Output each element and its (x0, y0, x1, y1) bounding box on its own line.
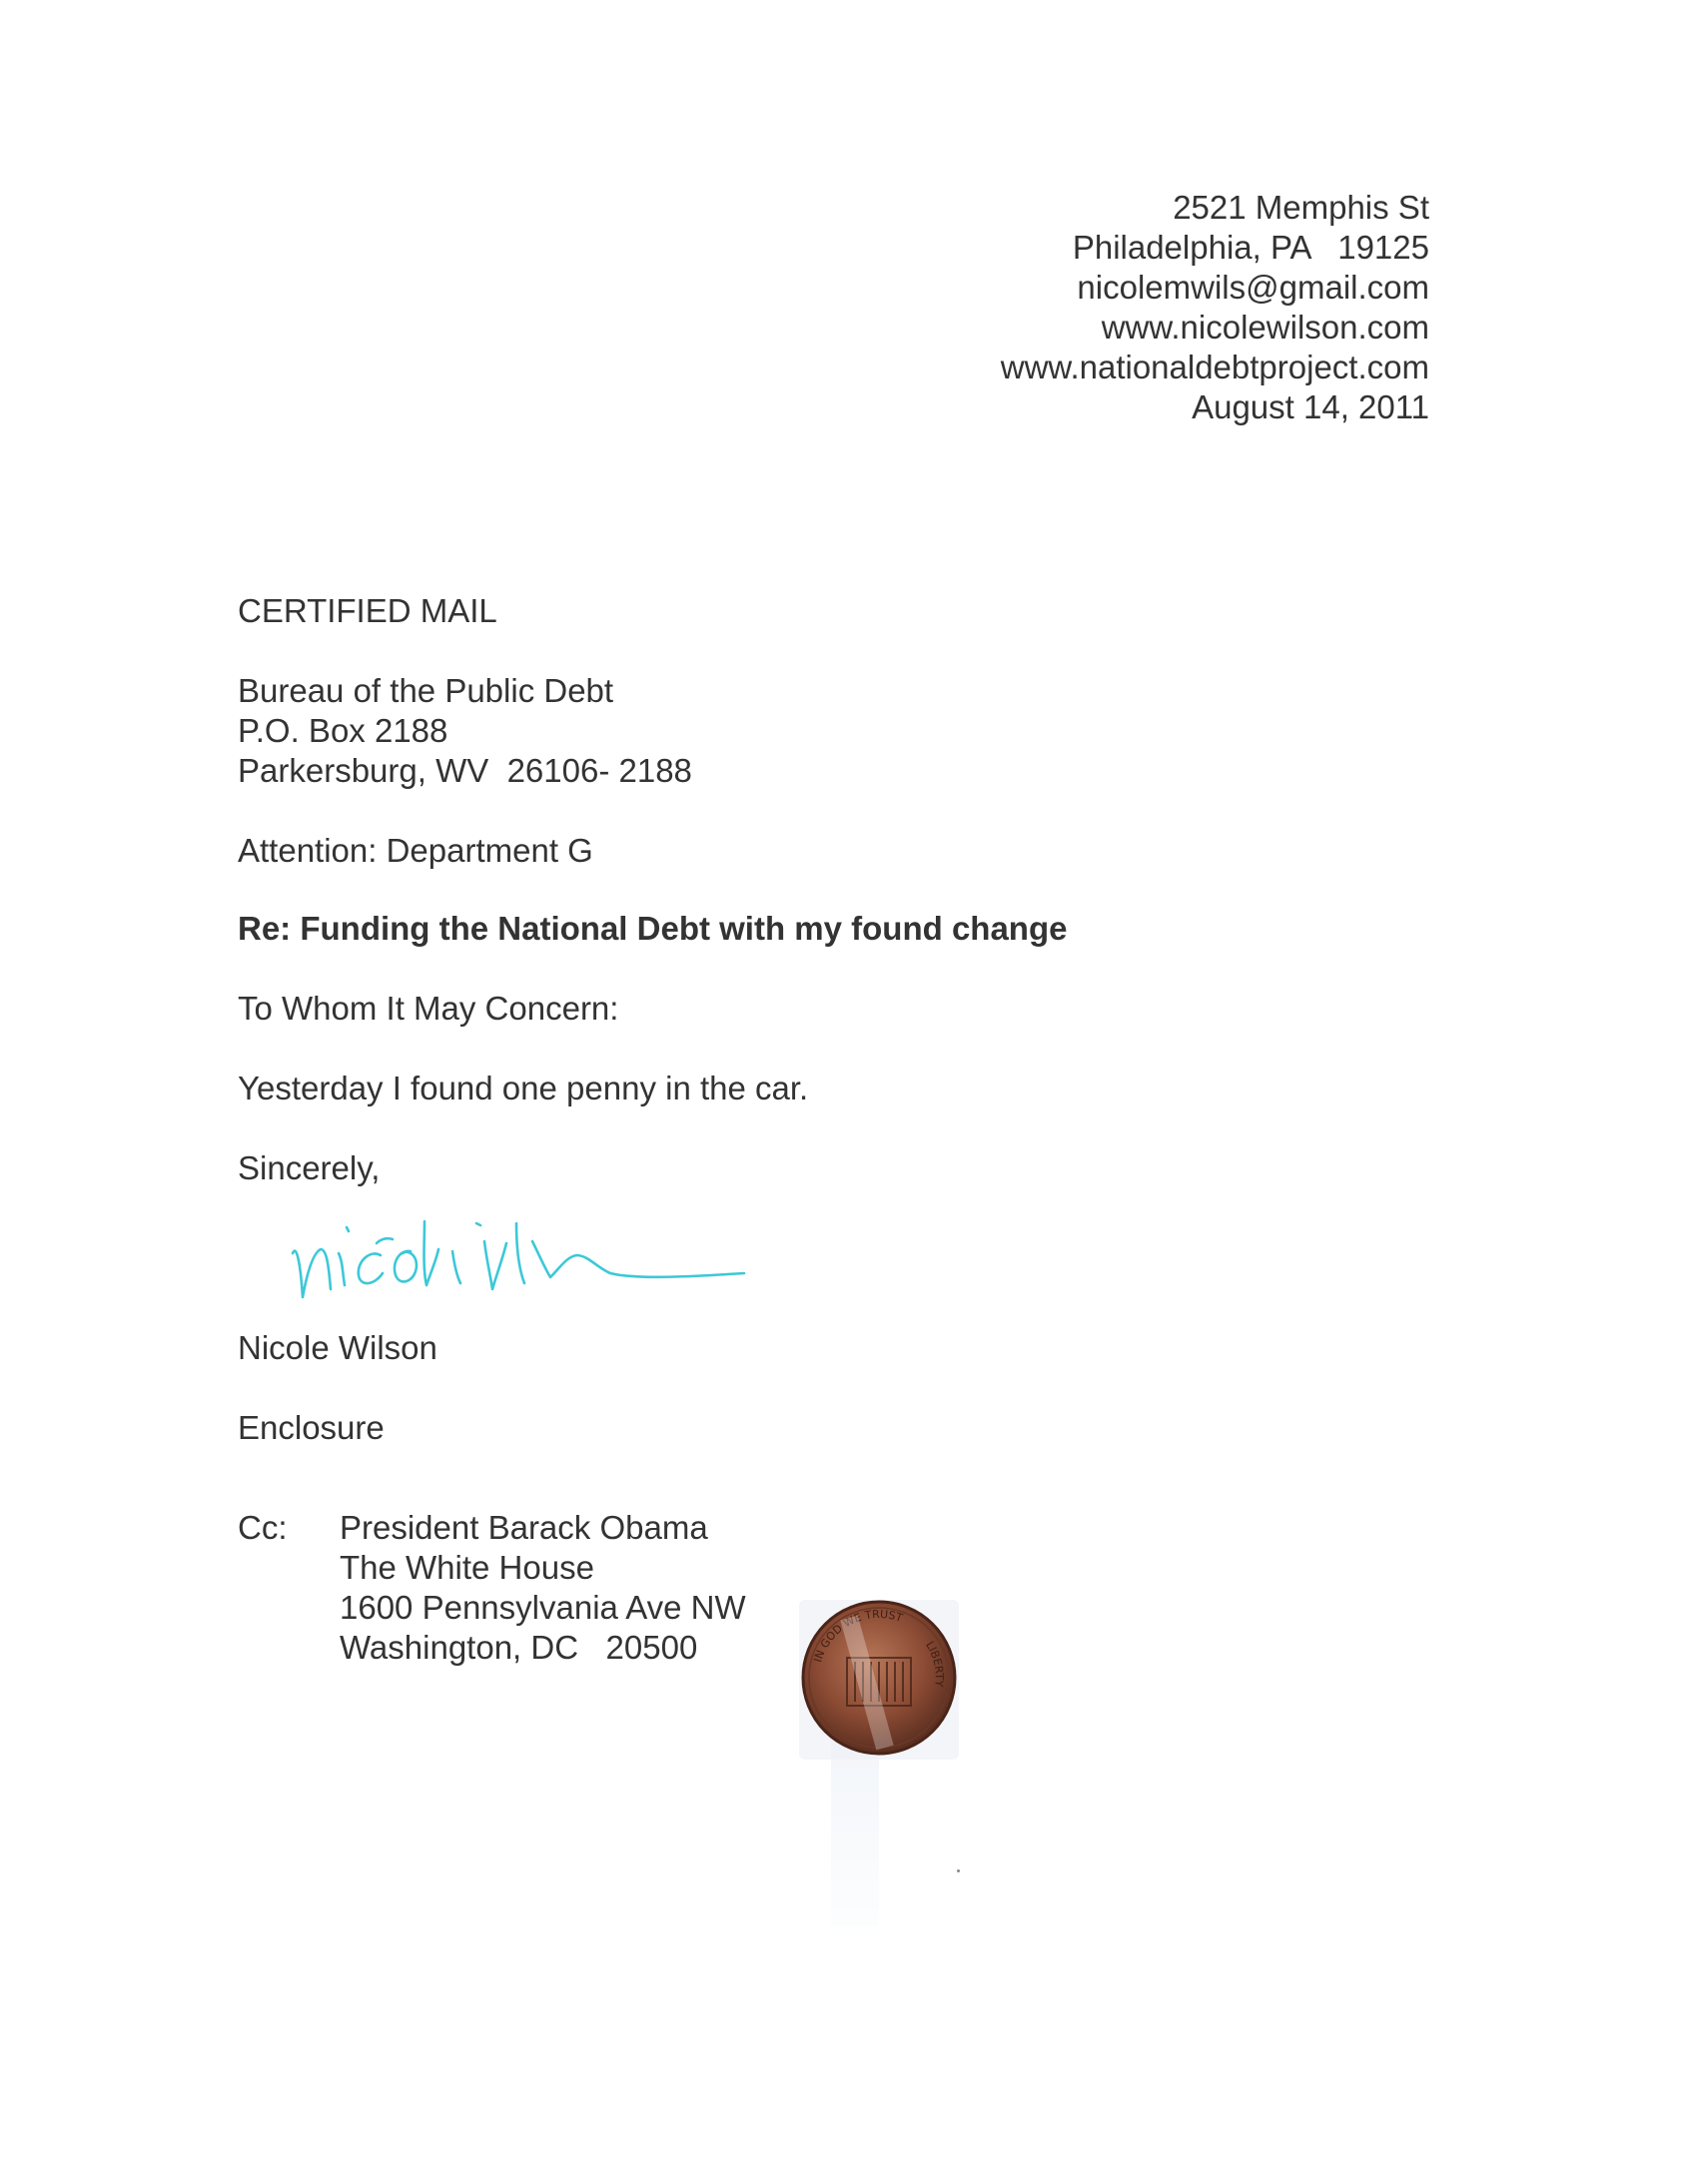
enclosure-line (238, 1408, 385, 1448)
salutation-text: To Whom It May Concern: (238, 990, 619, 1027)
sender-city-line: Philadelphia, PA 19125 (1072, 229, 1429, 266)
scan-speck (957, 1869, 960, 1872)
letter-date: August 14, 2011 (1192, 388, 1429, 425)
penny-coin-image (789, 1588, 969, 1768)
body-text: Yesterday I found one penny in the car. (238, 1070, 809, 1106)
cc-address-block (340, 1508, 746, 1668)
cc-street: 1600 Pennsylvania Ave NW (340, 1589, 746, 1626)
cc-label: Cc: (238, 1509, 288, 1546)
salutation-line (238, 989, 618, 1029)
cc-name: President Barack Obama (340, 1509, 708, 1546)
recipient-city-line: Parkersburg, WV 26106- 2188 (238, 752, 692, 789)
sender-website-project: www.nationaldebtproject.com (1000, 349, 1429, 385)
enclosure-text: Enclosure (238, 1409, 385, 1446)
closing-text: Sincerely, (238, 1149, 381, 1186)
sender-website-personal: www.nicolewilson.com (1101, 309, 1429, 346)
subject-line (238, 909, 1067, 949)
signature-ink-strokes (293, 1221, 744, 1297)
sender-street: 2521 Memphis St (1173, 189, 1429, 226)
penny-side-text: LIBERTY (923, 1639, 946, 1688)
sender-address-block (1001, 188, 1429, 427)
signer-name: Nicole Wilson (238, 1329, 437, 1366)
recipient-address-block (238, 671, 692, 791)
attention-line (238, 831, 593, 871)
recipient-name: Bureau of the Public Debt (238, 672, 614, 709)
delivery-method (238, 591, 497, 631)
signer-line (238, 1328, 437, 1368)
recipient-box: P.O. Box 2188 (238, 712, 448, 749)
cc-city-line: Washington, DC 20500 (340, 1629, 698, 1666)
certified-mail-label: CERTIFIED MAIL (238, 592, 497, 629)
handwritten-signature (285, 1213, 784, 1323)
body-paragraph (238, 1069, 808, 1108)
cc-org: The White House (340, 1549, 594, 1586)
subject-text: Re: Funding the National Debt with my found change (238, 910, 1068, 947)
penny-top-text: IN GOD WE TRUST (811, 1607, 905, 1664)
sender-email: nicolemwils@gmail.com (1077, 269, 1429, 306)
attention-text: Attention: Department G (238, 832, 593, 869)
closing-line (238, 1148, 380, 1188)
